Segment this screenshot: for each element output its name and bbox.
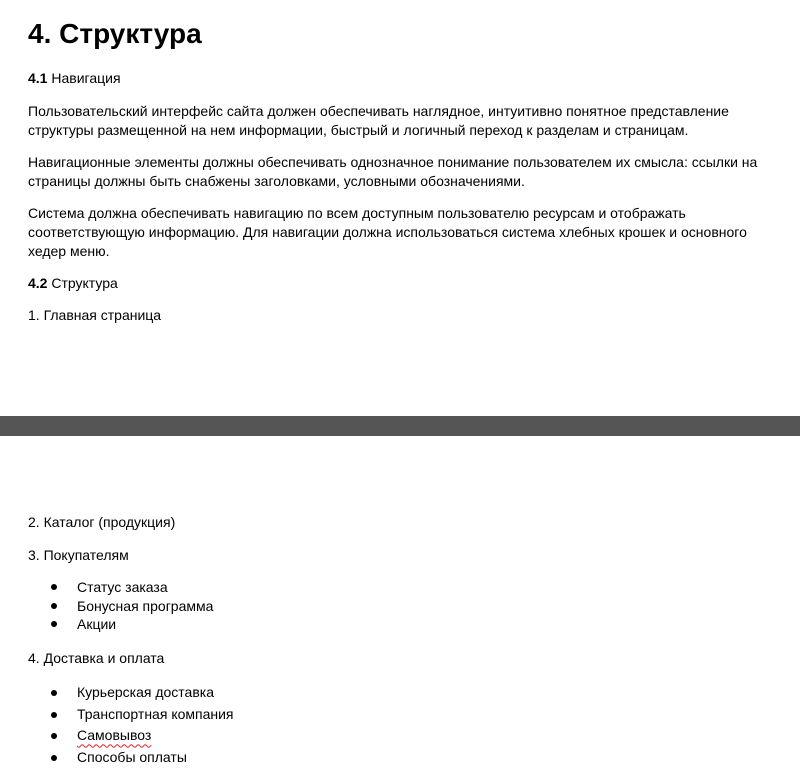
list-item: Бонусная программа	[0, 597, 213, 616]
list-item: Способы оплаты	[0, 747, 234, 769]
subsection-number: 4.1	[28, 70, 48, 86]
page-separator	[0, 416, 800, 436]
list-item: Акции	[0, 615, 213, 634]
structure-item-3: 3. Покупателям	[28, 547, 129, 563]
list-item: Статус заказа	[0, 578, 213, 597]
subsection-label: Структура	[51, 275, 118, 291]
structure-item-4: 4. Доставка и оплата	[28, 650, 165, 666]
delivery-sublist	[0, 682, 234, 769]
list-item: Транспортная компания	[0, 704, 234, 726]
paragraph-2: Навигационные элементы должны обеспечивать однозначное понимание пользователем их смысла: ссылки на страницы должны быть снабжены заголовками, условными обозначениями.	[28, 154, 758, 189]
document-page-2	[0, 436, 800, 774]
subsection-number: 4.2	[28, 275, 48, 291]
subsection-heading-navigation	[28, 69, 121, 88]
misspelled-word: Самовывоз	[77, 727, 152, 744]
subsection-label: Навигация	[51, 70, 121, 86]
buyers-sublist	[0, 578, 213, 634]
section-title: 4. Структура	[28, 18, 202, 49]
structure-item-1: 1. Главная страница	[28, 307, 162, 323]
list-item	[0, 725, 234, 747]
subsection-heading-structure	[28, 274, 118, 293]
paragraph-1: Пользовательский интерфейс сайта должен обеспечивать наглядное, интуитивно понятное представление структуры размещенной на нем информации, быстрый и логичный переход к разделам и страницам.	[28, 103, 729, 138]
list-item: Курьерская доставка	[0, 682, 234, 704]
paragraph-3: Система должна обеспечивать навигацию по всем доступным пользователю ресурсам и отображать соответствующую информацию. Для навигации должна использоваться система хлебных крошек и основного хедер меню.	[28, 205, 747, 259]
structure-item-2: 2. Каталог (продукция)	[28, 514, 176, 530]
